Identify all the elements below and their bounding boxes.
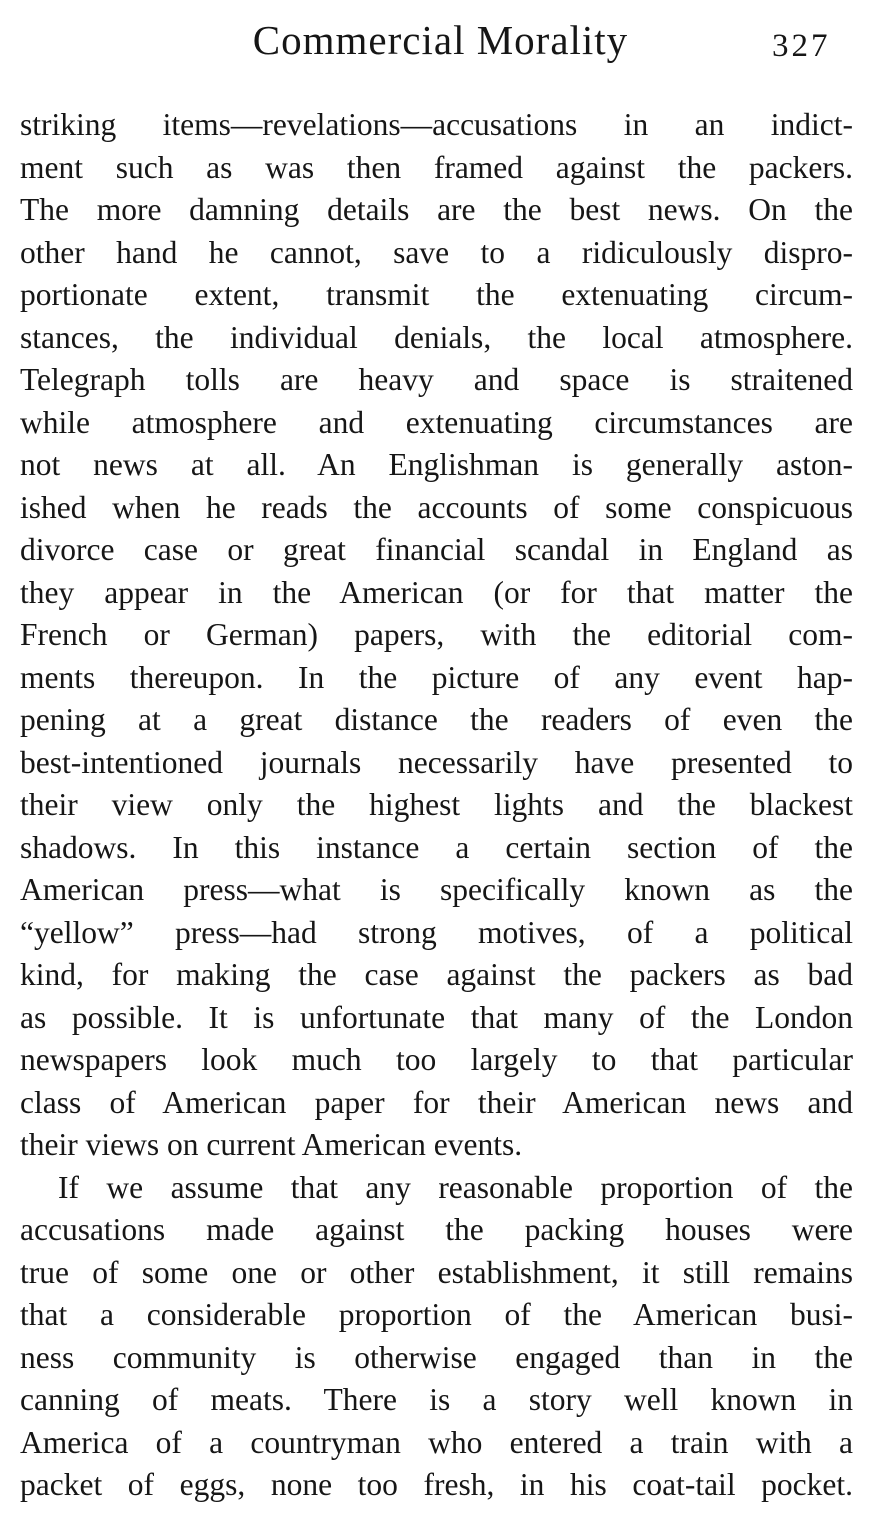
text-line: while atmosphere and extenuating circumstances are	[20, 404, 853, 440]
text-line: shadows. In this instance a certain section of the	[20, 829, 853, 865]
text-line: they appear in the American (or for that matter the	[20, 574, 853, 610]
text-line: pening at a great distance the readers of even the	[20, 702, 853, 737]
text-line: that a considerable proportion of the American busi-	[20, 1297, 853, 1332]
text-line: accusations made against the packing houses were	[20, 1212, 853, 1247]
text-line: portionate extent, transmit the extenuating circum-	[20, 277, 853, 312]
body-text	[20, 104, 853, 1507]
paragraph-start-line: If we assume that any reasonable proportion of the	[58, 1169, 853, 1205]
text-line: newspapers look much too largely to that particular	[20, 1042, 853, 1077]
text-line: best-intentioned journals necessarily have presented to	[20, 744, 853, 780]
text-line: not news at all. An Englishman is generally aston-	[20, 447, 853, 482]
page-number: 327	[772, 28, 831, 64]
text-line: kind, for making the case against the packers as bad	[20, 957, 853, 992]
text-line: ments thereupon. In the picture of any event hap-	[20, 659, 853, 695]
text-line: stances, the individual denials, the local atmosphere.	[20, 319, 853, 355]
text-line: as possible. It is unfortunate that many of the London	[20, 999, 853, 1035]
text-line: striking items—revelations—accusations in an indict-	[20, 107, 853, 142]
text-line: their view only the highest lights and the blackest	[20, 787, 853, 822]
text-line: class of American paper for their American news and	[20, 1084, 853, 1120]
text-line: “yellow” press—had strong motives, of a political	[20, 914, 853, 950]
text-line: ment such as was then framed against the packers.	[20, 149, 853, 185]
running-title: Commercial Morality	[252, 17, 629, 63]
text-line: ished when he reads the accounts of some conspicuous	[20, 489, 853, 525]
text-line: America of a countryman who entered a train with a	[20, 1424, 853, 1460]
text-line: canning of meats. There is a story well known in	[20, 1382, 853, 1417]
text-line: ness community is otherwise engaged than in the	[20, 1339, 853, 1375]
text-line: Telegraph tolls are heavy and space is straitened	[20, 362, 853, 397]
text-line: packet of eggs, none too fresh, in his coat-tail pocket.	[20, 1467, 853, 1502]
text-line: American press—what is specifically known as the	[20, 872, 853, 907]
text-line: true of some one or other establishment, it still remains	[20, 1254, 853, 1290]
text-line: French or German) papers, with the editorial com-	[20, 617, 853, 652]
text-line: other hand he cannot, save to a ridiculously dispro-	[20, 234, 853, 270]
paragraph-end-line: their views on current American events.	[20, 1127, 523, 1162]
text-line: divorce case or great financial scandal in England as	[20, 532, 853, 567]
text-line: The more damning details are the best news. On the	[20, 192, 853, 227]
